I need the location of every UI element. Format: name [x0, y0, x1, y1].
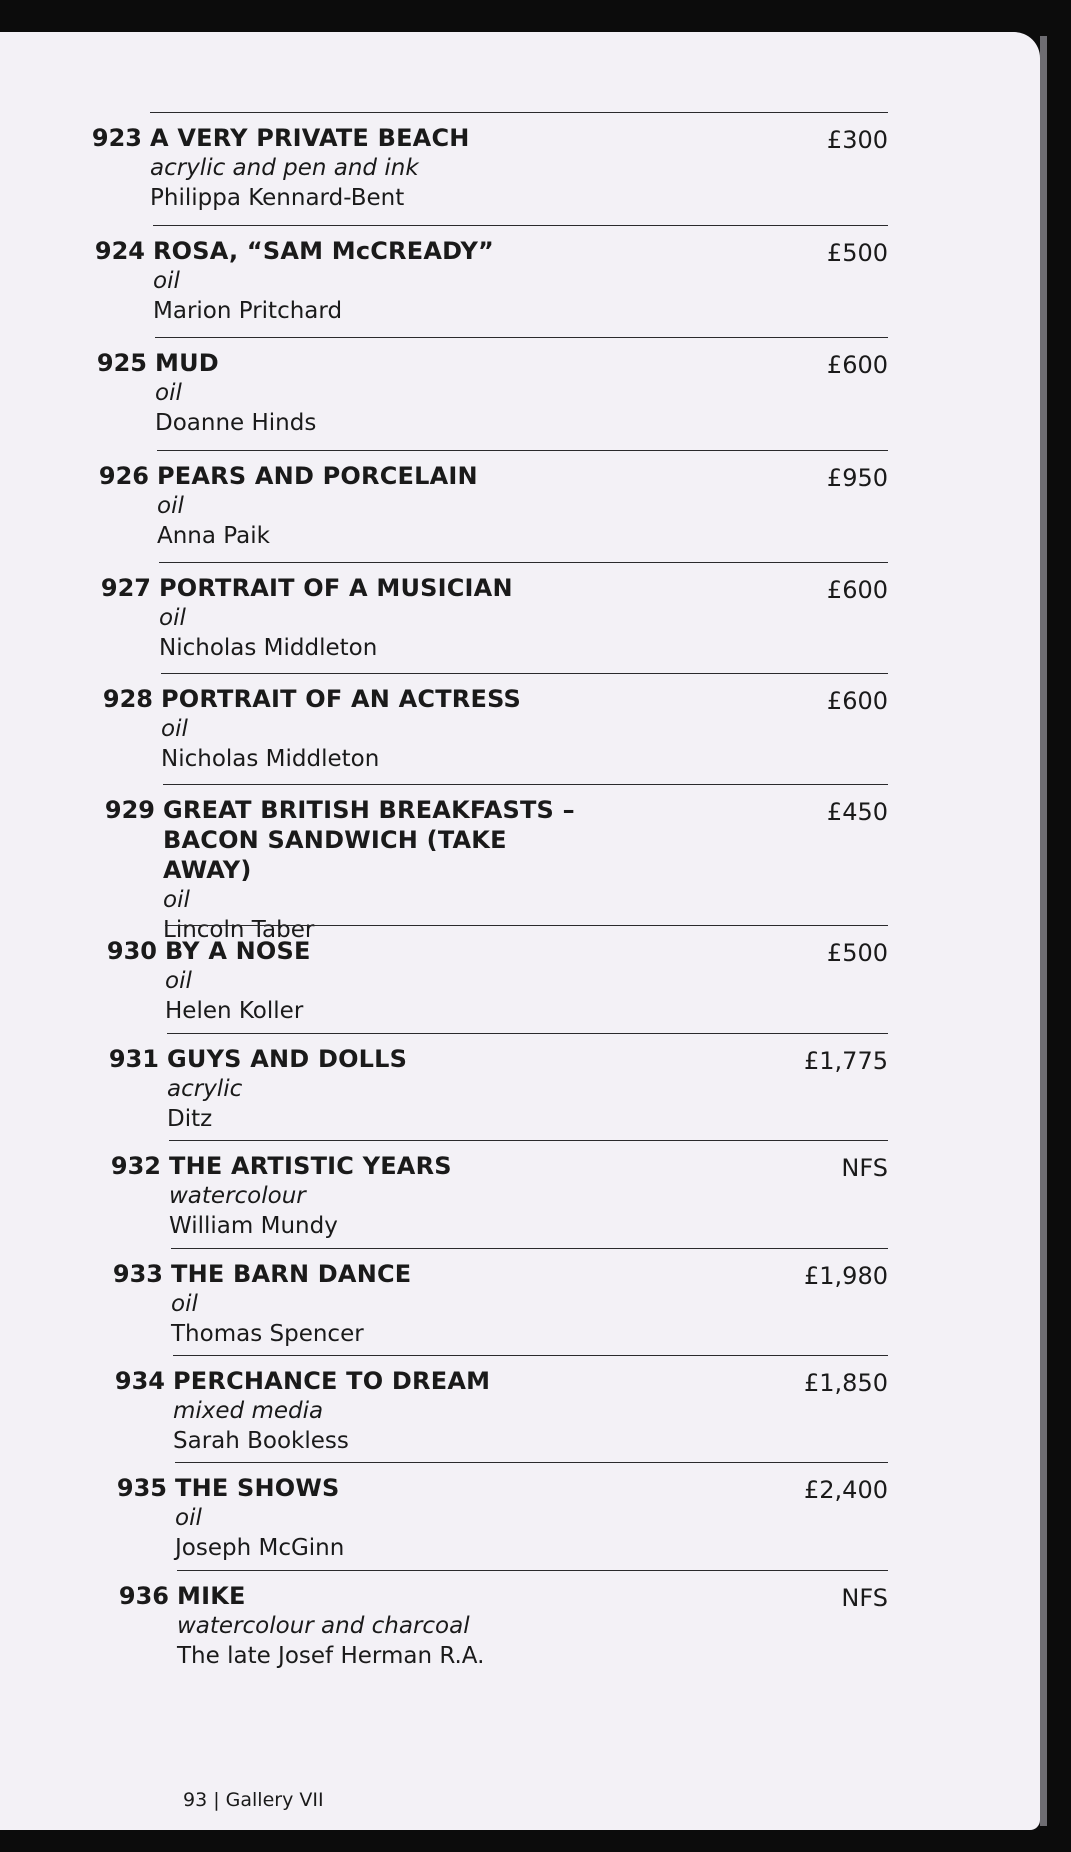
entry-number: 924 — [94, 237, 145, 265]
entry-title: A VERY PRIVATE BEACH — [150, 124, 470, 152]
catalogue-entry — [106, 925, 888, 1026]
entry-number: 936 — [118, 1582, 169, 1610]
entry-price: £600 — [826, 351, 888, 379]
entry-price: NFS — [841, 1584, 888, 1612]
entry-medium: acrylic — [167, 1076, 243, 1102]
entry-artist: Marion Pritchard — [153, 298, 343, 324]
entry-medium: oil — [171, 1291, 198, 1317]
entry-medium: watercolour — [169, 1183, 306, 1209]
entry-title: GUYS AND DOLLS — [167, 1045, 408, 1073]
entry-price: £1,980 — [804, 1262, 888, 1290]
entry-price: £450 — [826, 798, 888, 826]
entry-artist: Ditz — [167, 1106, 213, 1132]
catalogue-entry — [102, 673, 888, 774]
catalogue-entry — [104, 784, 888, 945]
entry-price: £600 — [826, 576, 888, 604]
entry-number: 934 — [114, 1367, 165, 1395]
catalogue-entry — [114, 1355, 888, 1456]
page-edge — [1040, 36, 1047, 1826]
catalogue-entry — [91, 112, 888, 213]
entry-title: MIKE — [177, 1582, 246, 1610]
entry-medium: watercolour and charcoal — [177, 1613, 470, 1639]
page-footer: 93 | Gallery VII — [183, 1789, 324, 1811]
entry-title: PERCHANCE TO DREAM — [173, 1367, 491, 1395]
entry-title: THE BARN DANCE — [171, 1260, 412, 1288]
entry-price: £1,850 — [804, 1369, 888, 1397]
entry-artist: William Mundy — [169, 1213, 338, 1239]
entry-artist: Joseph McGinn — [175, 1535, 345, 1561]
entry-title: PORTRAIT OF AN ACTRESS — [161, 685, 521, 713]
entry-price: £500 — [826, 239, 888, 267]
entry-price: NFS — [841, 1154, 888, 1182]
entry-artist: Thomas Spencer — [171, 1321, 364, 1347]
entry-title: MUD — [155, 349, 219, 377]
catalogue-entry — [94, 225, 888, 326]
catalogue-entry — [96, 337, 888, 438]
entry-number: 925 — [96, 349, 147, 377]
entry-medium: acrylic and pen and ink — [150, 155, 419, 181]
entry-medium: oil — [155, 380, 182, 406]
entry-artist: The late Josef Herman R.A. — [177, 1643, 485, 1669]
entry-number: 928 — [102, 685, 153, 713]
entry-medium: oil — [153, 268, 180, 294]
entry-price: £300 — [826, 126, 888, 154]
catalogue-entry — [116, 1462, 888, 1563]
entry-price: £2,400 — [804, 1476, 888, 1504]
catalogue-entry — [108, 1033, 888, 1134]
catalogue-entry — [100, 562, 888, 663]
entry-medium: oil — [161, 716, 188, 742]
entry-title: ROSA, “SAM McCREADY” — [153, 237, 495, 265]
entry-medium: oil — [163, 887, 190, 913]
entry-medium: oil — [175, 1505, 202, 1531]
entry-artist: Anna Paik — [157, 523, 270, 549]
entry-artist: Nicholas Middleton — [161, 746, 380, 772]
catalogue-entry — [98, 450, 888, 551]
entry-price: £600 — [826, 687, 888, 715]
entry-number: 930 — [106, 937, 157, 965]
entry-price: £1,775 — [804, 1047, 888, 1075]
entry-number: 923 — [91, 124, 142, 152]
entry-title: PEARS AND PORCELAIN — [157, 462, 478, 490]
entry-number: 927 — [100, 574, 151, 602]
entry-medium: oil — [157, 493, 184, 519]
entry-number: 932 — [110, 1152, 161, 1180]
entry-medium: oil — [165, 968, 192, 994]
catalogue-entry — [110, 1140, 888, 1241]
entry-title: GREAT BRITISH BREAKFASTS – BACON SANDWICH (TAKE AWAY) — [163, 796, 575, 884]
entry-artist: Helen Koller — [165, 998, 304, 1024]
entry-medium: oil — [159, 605, 186, 631]
catalogue-list — [0, 32, 1040, 1830]
entry-artist: Doanne Hinds — [155, 410, 317, 436]
entry-title: BY A NOSE — [165, 937, 311, 965]
entry-number: 935 — [116, 1474, 167, 1502]
entry-price: £950 — [826, 464, 888, 492]
catalogue-entry — [118, 1570, 888, 1671]
entry-artist: Nicholas Middleton — [159, 635, 378, 661]
catalogue-page — [0, 32, 1040, 1830]
entry-number: 931 — [108, 1045, 159, 1073]
entry-medium: mixed media — [173, 1398, 324, 1424]
entry-artist: Philippa Kennard-Bent — [150, 185, 405, 211]
entry-artist: Lincoln Taber — [163, 917, 315, 943]
entry-price: £500 — [826, 939, 888, 967]
entry-title: PORTRAIT OF A MUSICIAN — [159, 574, 513, 602]
entry-title: THE SHOWS — [175, 1474, 340, 1502]
entry-number: 933 — [112, 1260, 163, 1288]
entry-artist: Sarah Bookless — [173, 1428, 349, 1454]
entry-number: 929 — [104, 796, 155, 824]
catalogue-entry — [112, 1248, 888, 1349]
entry-title: THE ARTISTIC YEARS — [169, 1152, 452, 1180]
entry-number: 926 — [98, 462, 149, 490]
